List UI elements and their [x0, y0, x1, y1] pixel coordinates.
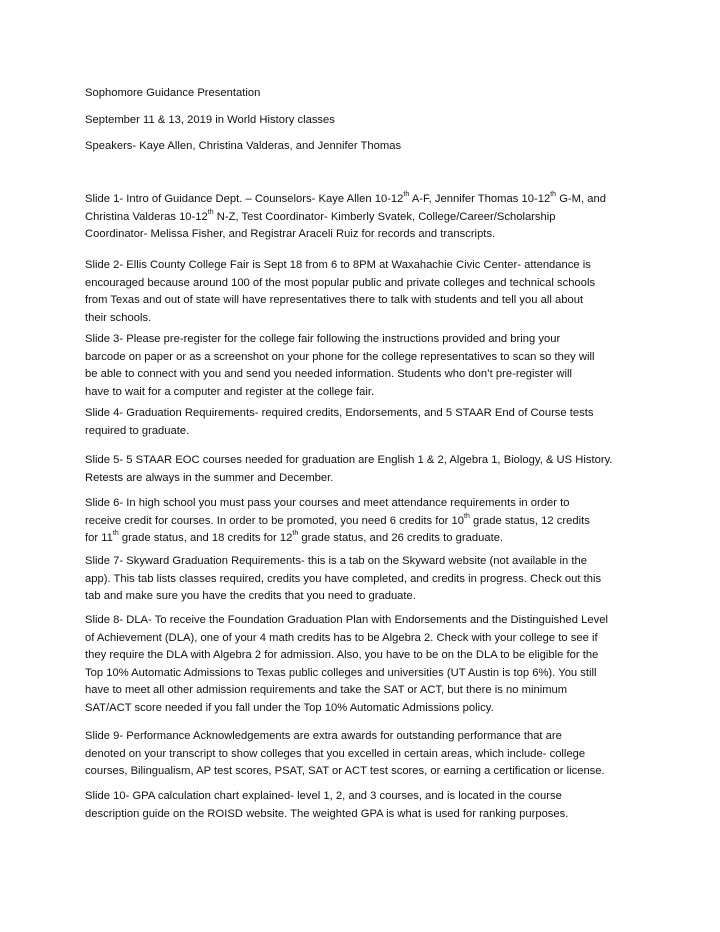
presentation-date: September 11 & 13, 2019 in World History classes: [85, 114, 335, 126]
slide-paragraph-2: [85, 257, 645, 327]
ordinal-superscript: th: [464, 512, 470, 520]
paragraph-line: barcode on paper or as a screenshot on your phone for the college representatives to scan so they will: [85, 350, 595, 363]
paragraph-line: have to meet all other admission requirements and take the SAT or ACT, but there is no minimum: [85, 684, 568, 697]
paragraph-line: Slide 1- Intro of Guidance Dept. – Counselors- Kaye Allen 10-12th A-F, Jennifer Thomas 10-12th G-M, and: [85, 191, 606, 205]
paragraph-line: required to graduate.: [85, 424, 190, 437]
paragraph-line: tab and make sure you have the credits that you need to graduate.: [85, 590, 416, 603]
paragraph-line: Slide 5- 5 STAAR EOC courses needed for graduation are English 1 & 2, Algebra 1, Biology, & US History.: [85, 454, 613, 466]
paragraph-line: Slide 4- Graduation Requirements- required credits, Endorsements, and 5 STAAR End of Course tests: [85, 407, 594, 419]
paragraph-line: encouraged because around 100 of the most popular public and private colleges and technical schools: [85, 276, 596, 289]
paragraph-line: description guide on the ROISD website. The weighted GPA is what is used for ranking purposes.: [85, 807, 569, 820]
paragraph-line: Coordinator- Melissa Fisher, and Registrar Araceli Ruiz for records and transcripts.: [85, 228, 496, 241]
paragraph-line: from Texas and out of state will have representatives there to talk with students and tell you all about: [85, 294, 584, 307]
ordinal-superscript: th: [292, 530, 299, 538]
paragraph-line: Slide 7- Skyward Graduation Requirements- this is a tab on the Skyward website (not available in the: [85, 555, 587, 567]
slide-paragraph-8: [85, 612, 645, 718]
paragraph-line: their schools.: [85, 311, 152, 324]
paragraph-line: they require the DLA with Algebra 2 for admission. Also, you have to be on the DLA to be eligible for the: [85, 649, 599, 662]
slide-paragraph-7: [85, 553, 645, 606]
paragraph-line: Christina Valderas 10-12th N-Z, Test Coordinator- Kimberly Svatek, College/Career/Scholarship: [85, 208, 556, 223]
ordinal-superscript: th: [207, 208, 214, 216]
document-title: Sophomore Guidance Presentation: [85, 87, 261, 99]
slide-paragraph-5: [85, 452, 645, 487]
paragraph-line: Slide 9- Performance Acknowledgements are extra awards for outstanding performance that are: [85, 730, 562, 742]
paragraph-line: denoted on your transcript to show colleges that you excelled in certain areas, which include- college: [85, 747, 586, 760]
slide-paragraph-10: [85, 788, 645, 823]
ordinal-superscript: th: [550, 191, 557, 199]
paragraph-line: SAT/ACT score needed if you fall under the Top 10% Automatic Admissions policy.: [85, 701, 494, 714]
slide-paragraph-3: [85, 331, 645, 401]
speakers-line: Speakers- Kaye Allen, Christina Valderas, and Jennifer Thomas: [85, 140, 402, 152]
slide-paragraph-6: [85, 495, 645, 548]
paragraph-line: Slide 3- Please pre-register for the college fair following the instructions provided and bring your: [85, 333, 561, 345]
slide-paragraph-4: [85, 405, 645, 440]
paragraph-line: Slide 2- Ellis County College Fair is Sept 18 from 6 to 8PM at Waxahachie Civic Center- attendance is: [85, 259, 591, 271]
paragraph-line: courses, Bilingualism, AP test scores, PSAT, SAT or ACT test scores, or earning a certification or license.: [85, 765, 605, 778]
ordinal-superscript: th: [112, 530, 119, 538]
paragraph-line: have to wait for a computer and register at the college fair.: [85, 385, 375, 398]
paragraph-line: Retests are always in the summer and December.: [85, 471, 334, 484]
paragraph-line: receive credit for courses. In order to be promoted, you need 6 credits for 10th grade status, 12 credits: [85, 512, 590, 527]
paragraph-line: Slide 8- DLA- To receive the Foundation Graduation Plan with Endorsements and the Distinguished Level: [85, 614, 608, 626]
paragraph-line: Slide 6- In high school you must pass your courses and meet attendance requirements in order to: [85, 497, 570, 509]
paragraph-line: for 11th grade status, and 18 credits for 12th grade status, and 26 credits to graduate.: [85, 530, 504, 545]
ordinal-superscript: th: [403, 191, 410, 199]
paragraph-line: Slide 10- GPA calculation chart explained- level 1, 2, and 3 courses, and is located in the course: [85, 790, 562, 802]
paragraph-line: Top 10% Automatic Admissions to Texas public colleges and universities (UT Austin is top 6%). You still: [85, 666, 597, 679]
paragraph-line: app). This tab lists classes required, credits you have completed, and credits in progress. Check out this: [85, 572, 602, 585]
paragraph-line: be able to connect with you and send you needed information. Students who don’t pre-register will: [85, 368, 573, 381]
paragraph-line: of Achievement (DLA), one of your 4 math credits has to be Algebra 2. Check with your college to see if: [85, 631, 598, 644]
slide-paragraph-9: [85, 728, 645, 781]
slide-paragraph-1: [85, 191, 645, 244]
